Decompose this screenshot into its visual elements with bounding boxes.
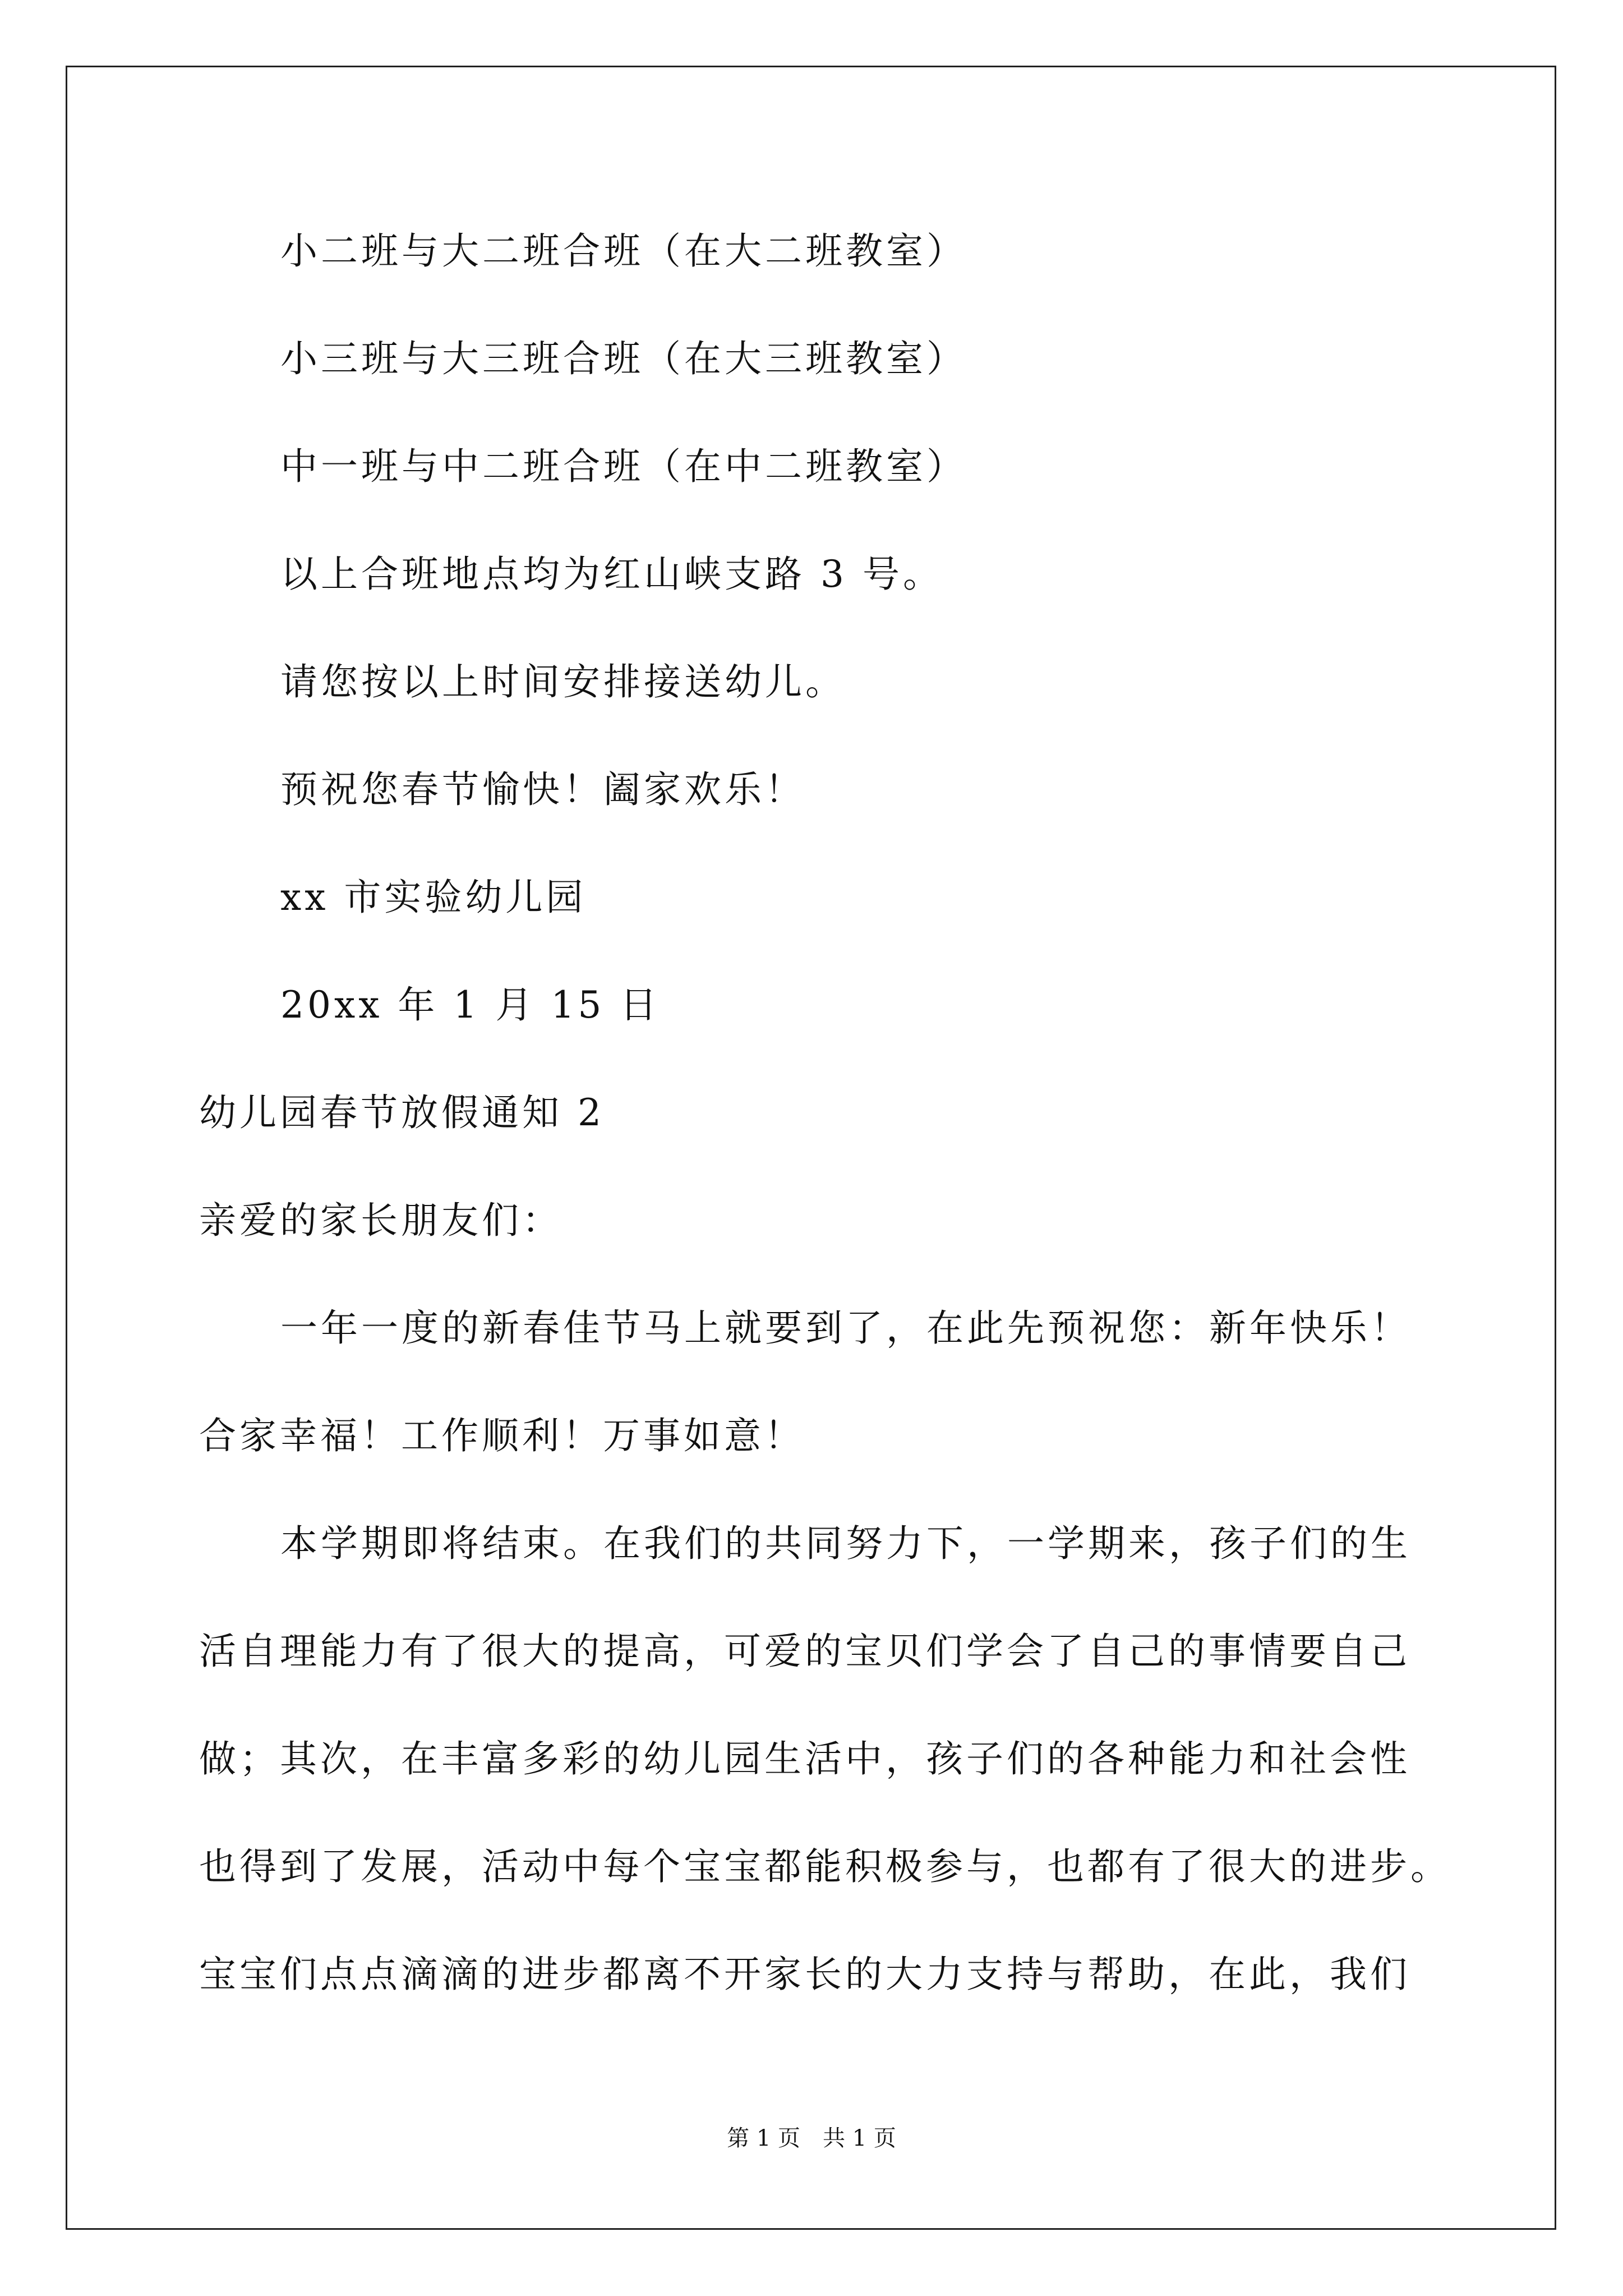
text-line: 合家幸福！工作顺利！万事如意！: [199, 1414, 805, 1457]
text-line: 中一班与中二班合班（在中二班教室）: [280, 445, 967, 488]
greeting: 亲爱的家长朋友们：: [199, 1199, 562, 1242]
text-line: 请您按以上时间安排接送幼儿。: [280, 660, 846, 703]
text-line: 本学期即将结束。在我们的共同努力下，一学期来，孩子们的生: [280, 1522, 1411, 1565]
text-line: 也得到了发展，活动中每个宝宝都能积极参与，也都有了很大的进步。: [199, 1845, 1451, 1888]
text-line: 活自理能力有了很大的提高，可爱的宝贝们学会了自己的事情要自己: [199, 1630, 1410, 1673]
text-line: 预祝您春节愉快！阖家欢乐！: [280, 768, 805, 811]
text-line: 一年一度的新春佳节马上就要到了，在此先预祝您：新年快乐！: [280, 1306, 1411, 1350]
text-line: 宝宝们点点滴滴的进步都离不开家长的大力支持与帮助，在此，我们: [199, 1953, 1410, 1996]
section-title: 幼儿园春节放假通知 2: [199, 1091, 605, 1134]
signature-date: 20xx 年 1 月 15 日: [280, 983, 661, 1027]
text-line: 以上合班地点均为红山峡支路 3 号。: [280, 553, 943, 596]
text-line: 小三班与大三班合班（在大三班教室）: [280, 337, 967, 380]
text-line: 小二班与大二班合班（在大二班教室）: [280, 229, 967, 273]
page-footer: 第 1 页 共 1 页: [727, 2125, 896, 2151]
page-border: [66, 66, 1556, 2230]
text-line: 做；其次，在丰富多彩的幼儿园生活中，孩子们的各种能力和社会性: [199, 1737, 1410, 1780]
signature-org: xx 市实验幼儿园: [280, 876, 587, 919]
